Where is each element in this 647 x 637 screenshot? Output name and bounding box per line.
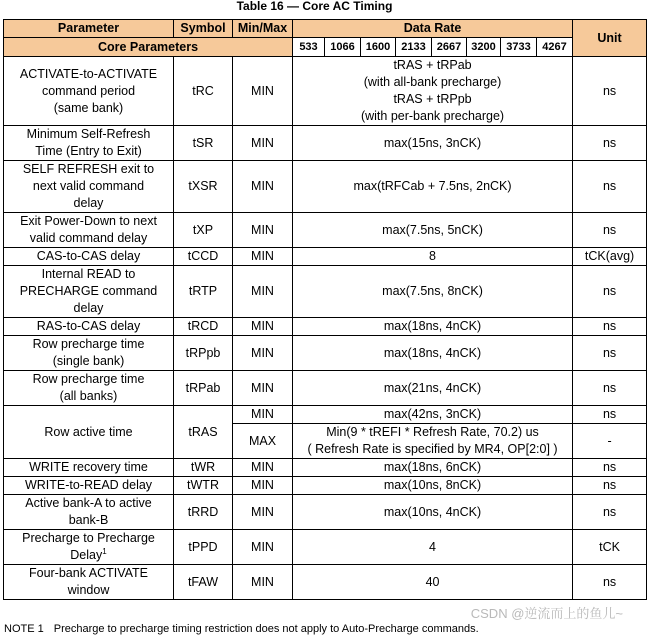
value-cell xyxy=(293,57,573,126)
cell-line: Row precharge time xyxy=(32,372,145,386)
header-symbol: Symbol xyxy=(174,20,233,38)
parameter-cell xyxy=(4,161,174,213)
unit-cell: tCK xyxy=(573,530,647,565)
rate-cell: 3733 xyxy=(501,38,537,57)
cell-line: Four-bank ACTIVATE xyxy=(28,566,149,580)
minmax-cell: MIN xyxy=(233,213,293,248)
subheader-row xyxy=(4,38,647,57)
symbol-cell: tXSR xyxy=(174,161,233,213)
value-cell xyxy=(293,477,573,495)
unit-cell: ns xyxy=(573,126,647,161)
symbol-cell: tRTP xyxy=(174,266,233,318)
minmax-cell: MIN xyxy=(233,530,293,565)
cell-line: max(7.5ns, 8nCK) xyxy=(382,284,483,298)
symbol-cell: tPPD xyxy=(174,530,233,565)
cell-line: WRITE recovery time xyxy=(29,460,148,474)
value-cell xyxy=(293,459,573,477)
cell-line: Row precharge time xyxy=(32,337,145,351)
cell-line: max(18ns, 4nCK) xyxy=(383,319,482,333)
cell-line: bank-B xyxy=(68,513,109,527)
cell-line: max(18ns, 6nCK) xyxy=(383,460,482,474)
symbol-cell: tWR xyxy=(174,459,233,477)
cell-line: (all banks) xyxy=(59,389,118,403)
cell-line: Min(9 * tREFI * Refresh Rate, 70.2) us xyxy=(326,425,539,439)
value-cell xyxy=(293,336,573,371)
parameter-cell xyxy=(4,477,174,495)
value-cell xyxy=(293,565,573,600)
unit-cell: ns xyxy=(573,266,647,318)
symbol-cell: tWTR xyxy=(174,477,233,495)
parameter-cell xyxy=(4,336,174,371)
cell-line: max(18ns, 4nCK) xyxy=(383,345,482,360)
table-row xyxy=(4,126,647,161)
cell-line: max(10ns, 4nCK) xyxy=(383,504,482,519)
value-cell xyxy=(293,530,573,565)
parameter-cell xyxy=(4,495,174,530)
header-data-rate: Data Rate xyxy=(293,20,573,38)
symbol-cell: tRC xyxy=(174,57,233,126)
cell-line: Internal READ to xyxy=(41,267,136,281)
rate-cell: 4267 xyxy=(537,38,573,57)
value-cell xyxy=(293,495,573,530)
cell-line: 8 xyxy=(429,249,436,263)
value-cell xyxy=(293,318,573,336)
cell-line: PRECHARGE command xyxy=(19,284,158,298)
unit-cell: ns xyxy=(573,336,647,371)
value-cell xyxy=(293,126,573,161)
cell-line: Precharge to Precharge xyxy=(22,531,155,545)
cell-line: (with per-bank precharge) xyxy=(360,109,505,123)
symbol-cell: tRRD xyxy=(174,495,233,530)
unit-cell: ns xyxy=(573,318,647,336)
parameter-cell xyxy=(4,57,174,126)
cell-line: WRITE-to-READ delay xyxy=(24,478,153,492)
parameter-cell xyxy=(4,266,174,318)
table-row xyxy=(4,565,647,600)
cell-line: max(15ns, 3nCK) xyxy=(383,135,482,150)
footnote-text: Precharge to precharge timing restriction does not apply to Auto-Precharge commands. xyxy=(53,623,479,635)
table-row xyxy=(4,57,647,126)
rate-cell: 2133 xyxy=(396,38,432,57)
minmax-cell: MIN xyxy=(233,57,293,126)
unit-cell: ns xyxy=(573,213,647,248)
table-row xyxy=(4,371,647,406)
cell-line: tRAS + tRPab xyxy=(393,58,472,72)
cell-line: window xyxy=(67,583,110,597)
value-cell xyxy=(293,213,573,248)
unit-cell: - xyxy=(573,424,647,459)
symbol-cell: tXP xyxy=(174,213,233,248)
table-row xyxy=(4,530,647,565)
footnote-label: NOTE 1 xyxy=(4,623,44,635)
unit-cell: ns xyxy=(573,459,647,477)
table-row xyxy=(4,495,647,530)
symbol-cell: tRPab xyxy=(174,371,233,406)
minmax-cell: MIN xyxy=(233,477,293,495)
cell-line: Active bank-A to active xyxy=(25,496,152,510)
parameter-cell: Row active time xyxy=(4,406,174,459)
table-row xyxy=(4,161,647,213)
cell-line: Minimum Self-Refresh xyxy=(26,127,151,141)
table-row xyxy=(4,477,647,495)
symbol-cell: tRCD xyxy=(174,318,233,336)
table-row xyxy=(4,336,647,371)
symbol-cell: tRPpb xyxy=(174,336,233,371)
cell-line: delay xyxy=(73,301,104,315)
value-cell xyxy=(293,371,573,406)
cell-line: delay xyxy=(73,196,104,210)
minmax-cell: MIN xyxy=(233,318,293,336)
cell-line: Time (Entry to Exit) xyxy=(35,144,142,158)
cell-line: CAS-to-CAS delay xyxy=(36,249,141,263)
minmax-cell: MAX xyxy=(233,424,293,459)
table-row xyxy=(4,213,647,248)
rate-cell: 533 xyxy=(293,38,325,57)
unit-cell: ns xyxy=(573,371,647,406)
header-core-parameters: Core Parameters xyxy=(4,38,293,57)
table-title: Table 16 — Core AC Timing xyxy=(236,0,393,13)
cell-line: command period xyxy=(41,83,136,98)
parameter-cell xyxy=(4,248,174,266)
cell-line: valid command delay xyxy=(29,231,148,245)
minmax-cell: MIN xyxy=(233,266,293,318)
minmax-cell: MIN xyxy=(233,336,293,371)
cell-line: max(tRFCab + 7.5ns, 2nCK) xyxy=(353,179,512,193)
value-cell xyxy=(293,161,573,213)
cell-line: Delay$^1$ xyxy=(70,546,107,562)
table-row xyxy=(4,266,647,318)
symbol-cell: tFAW xyxy=(174,565,233,600)
table-row xyxy=(4,459,647,477)
watermark: CSDN @逆流而上的鱼儿~ xyxy=(470,606,623,621)
cell-line: tRAS + tRPpb xyxy=(393,92,472,106)
parameter-cell xyxy=(4,459,174,477)
unit-cell: ns xyxy=(573,406,647,424)
parameter-cell xyxy=(4,213,174,248)
unit-cell: ns xyxy=(573,565,647,600)
cell-line: Exit Power-Down to next xyxy=(20,214,157,228)
cell-line: (single bank) xyxy=(52,354,125,368)
rate-cell: 2667 xyxy=(432,38,467,57)
unit-cell: ns xyxy=(573,161,647,213)
header-unit: Unit xyxy=(573,20,647,57)
table-body xyxy=(4,20,647,600)
minmax-cell: MIN xyxy=(233,126,293,161)
cell-line: RAS-to-CAS delay xyxy=(36,319,141,333)
minmax-cell: MIN xyxy=(233,248,293,266)
minmax-cell: MIN xyxy=(233,565,293,600)
header-row xyxy=(4,20,647,38)
header-parameter: Parameter xyxy=(4,20,174,38)
cell-line: next valid command xyxy=(32,179,145,193)
table-row xyxy=(4,406,647,424)
minmax-cell: MIN xyxy=(233,459,293,477)
parameter-cell xyxy=(4,318,174,336)
value-cell: max(42ns, 3nCK) xyxy=(293,406,573,424)
cell-line: ACTIVATE-to-ACTIVATE xyxy=(19,66,158,81)
symbol-cell: tCCD xyxy=(174,248,233,266)
unit-cell: tCK(avg) xyxy=(573,248,647,266)
unit-cell: ns xyxy=(573,495,647,530)
symbol-cell: tSR xyxy=(174,126,233,161)
footnote-ref: 1 xyxy=(102,546,107,556)
header-minmax: Min/Max xyxy=(233,20,293,38)
footnote xyxy=(4,622,479,636)
value-cell xyxy=(293,424,573,459)
unit-cell: ns xyxy=(573,477,647,495)
parameter-cell xyxy=(4,565,174,600)
rate-cell: 3200 xyxy=(467,38,501,57)
minmax-cell: MIN xyxy=(233,495,293,530)
cell-line: max(7.5ns, 5nCK) xyxy=(382,222,483,237)
minmax-cell: MIN xyxy=(233,161,293,213)
table-row xyxy=(4,248,647,266)
cell-line: 4 xyxy=(429,539,436,554)
core-ac-timing-table xyxy=(3,19,647,600)
unit-cell: ns xyxy=(573,57,647,126)
table-row xyxy=(4,318,647,336)
parameter-cell xyxy=(4,126,174,161)
cell-line: max(10ns, 8nCK) xyxy=(383,478,482,492)
minmax-cell: MIN xyxy=(233,406,293,424)
cell-line: 40 xyxy=(425,574,440,589)
parameter-cell xyxy=(4,371,174,406)
cell-line: max(21ns, 4nCK) xyxy=(383,380,482,395)
rate-cell: 1066 xyxy=(325,38,361,57)
value-cell xyxy=(293,248,573,266)
rate-cell: 1600 xyxy=(361,38,396,57)
cell-line: (with all-bank precharge) xyxy=(363,75,502,89)
cell-line: ( Refresh Rate is specified by MR4, OP[2:0] ) xyxy=(307,442,558,456)
parameter-cell xyxy=(4,530,174,565)
value-cell xyxy=(293,266,573,318)
cell-line: (same bank) xyxy=(53,100,124,115)
cell-line: SELF REFRESH exit to xyxy=(22,162,155,176)
minmax-cell: MIN xyxy=(233,371,293,406)
symbol-cell: tRAS xyxy=(174,406,233,459)
